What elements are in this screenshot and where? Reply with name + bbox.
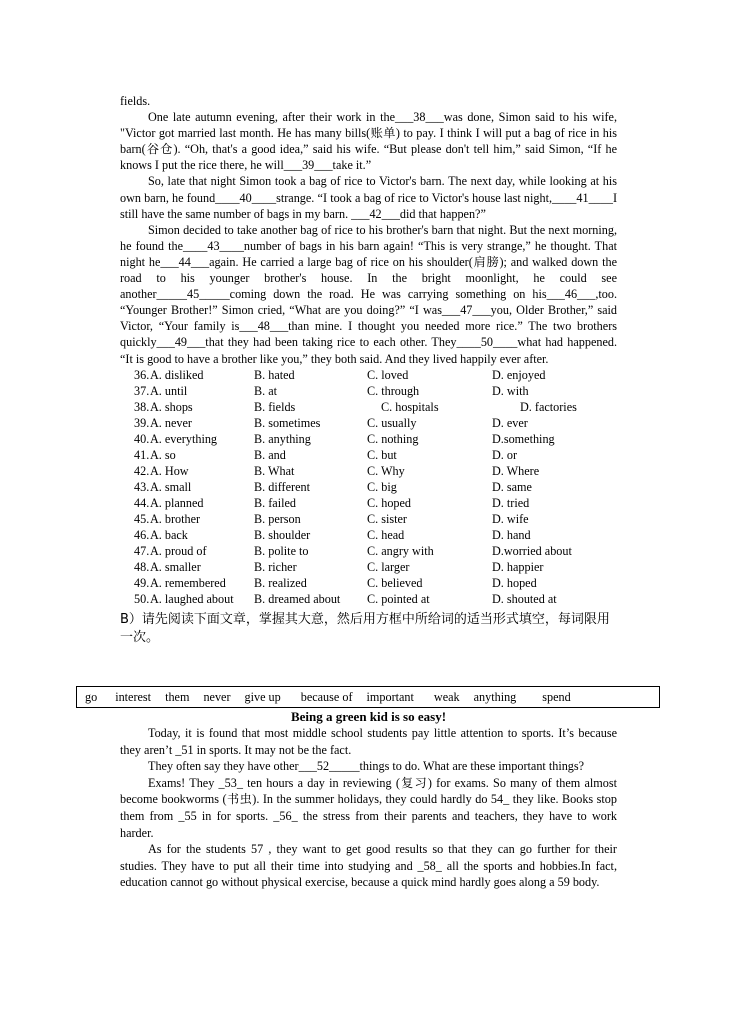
question-number: 40. — [134, 431, 150, 446]
options-table — [120, 367, 617, 607]
word-box-item: interest — [115, 689, 152, 704]
word-box-item: because of — [300, 689, 353, 704]
option-d: D. ever — [492, 415, 528, 430]
section-b-passage — [120, 725, 617, 891]
option-c: C. loved — [367, 367, 409, 382]
option-c: C. hospitals — [381, 399, 439, 414]
question-number: 39. — [134, 415, 150, 430]
option-a: A. disliked — [150, 367, 204, 382]
option-b: B. What — [254, 463, 295, 478]
section-b-instruction: B）请先阅读下面文章，掌握其大意，然后用方框中所给词的适当形式填空，每词限用一次。 — [120, 611, 610, 645]
option-c: C. usually — [367, 415, 417, 430]
option-b: B. shoulder — [254, 527, 311, 542]
option-a: A. never — [150, 415, 192, 430]
option-a: A. laughed about — [150, 591, 234, 606]
option-row — [120, 575, 617, 591]
option-b: B. dreamed about — [254, 591, 341, 606]
section-b-paragraph-3: Exams! They _53_ ten hours a day in reviewing (复习) for exams. So many of them almost become bookworms (书虫). In the summer holidays, they could hardly do 54_ they like. Books stop them from _55 in for sports. _56_ the stress from their parents and teachers, they have to work harder. — [120, 775, 617, 840]
option-d: D. hand — [492, 527, 531, 542]
option-d: D.worried about — [492, 543, 572, 558]
option-c: C. head — [367, 527, 405, 542]
passage-paragraph-2: So, late that night Simon took a bag of rice to Victor's barn. The next day, while looking at his own barn, he found____40____strange. “I took a bag of rice to Victor's house last night,____41____I still have the same number of bags in my barn. ___42___did that happen?” — [120, 174, 617, 221]
passage-paragraph-1: One late autumn evening, after their work in the___38___was done, Simon said to his wife, "Victor got married last month. He has many bills(账单) to pay. I think I will put a bag of rice in his barn(谷仓). “Oh, that's a good idea,” said his wife. “But please don't tell him,” said Simon, “If he knows I put the rice there, he will___39___take it.” — [120, 110, 617, 173]
option-b: B. person — [254, 511, 301, 526]
option-c: C. Why — [367, 463, 405, 478]
option-a: A. remembered — [150, 575, 226, 590]
option-d: D. factories — [520, 399, 577, 414]
question-number: 41. — [134, 447, 150, 462]
question-number: 37. — [134, 383, 150, 398]
question-number: 44. — [134, 495, 150, 510]
word-box-item: important — [366, 689, 414, 704]
word-box-item: them — [165, 689, 190, 704]
question-number: 46. — [134, 527, 150, 542]
question-number: 50. — [134, 591, 150, 606]
option-a: A. proud of — [150, 543, 207, 558]
option-a: A. smaller — [150, 559, 201, 574]
option-d: D. Where — [492, 463, 540, 478]
option-c: C. sister — [367, 511, 407, 526]
option-a: A. until — [150, 383, 188, 398]
option-d: D. hoped — [492, 575, 537, 590]
question-number: 42. — [134, 463, 150, 478]
option-c: C. through — [367, 383, 420, 398]
option-row — [120, 447, 617, 463]
option-row — [120, 399, 617, 415]
option-a: A. shops — [150, 399, 193, 414]
option-b: B. and — [254, 447, 286, 462]
section-b-paragraph-2: They often say they have other___52_____things to do. What are these important things? — [148, 759, 585, 774]
option-row — [120, 383, 617, 399]
question-number: 43. — [134, 479, 150, 494]
option-d: D.something — [492, 431, 555, 446]
question-number: 47. — [134, 543, 150, 558]
option-b: B. at — [254, 383, 278, 398]
option-c: C. believed — [367, 575, 423, 590]
option-row — [120, 431, 617, 447]
option-d: D. with — [492, 383, 529, 398]
word-box — [76, 686, 660, 708]
option-b: B. sometimes — [254, 415, 321, 430]
question-number: 36. — [134, 367, 150, 382]
option-row — [120, 511, 617, 527]
option-c: C. angry with — [367, 543, 434, 558]
option-row — [120, 463, 617, 479]
option-row — [120, 479, 617, 495]
section-b-paragraph-4: As for the students 57 , they want to get good results so that they can go further for their studies. They have to put all their time into studying and _58_ all the sports and hobbies.In fact, education cannot go without physical exercise, because a quick mind hardly goes along a 59 body. — [120, 842, 617, 890]
section-b-title: Being a green kid is so easy! — [290, 709, 447, 724]
option-d: D. enjoyed — [492, 367, 546, 382]
option-b: B. realized — [254, 575, 307, 590]
option-b: B. richer — [254, 559, 297, 574]
section-b-paragraph-1: Today, it is found that most middle school students pay little attention to sports. It’s because they aren’t _51 in sports. It may not be the fact. — [120, 726, 617, 757]
option-d: D. same — [492, 479, 532, 494]
option-row — [120, 495, 617, 511]
question-number: 45. — [134, 511, 150, 526]
option-d: D. tried — [492, 495, 530, 510]
option-c: C. but — [367, 447, 397, 462]
option-d: D. happier — [492, 559, 544, 574]
option-c: C. hoped — [367, 495, 412, 510]
option-d: D. wife — [492, 511, 529, 526]
option-b: B. anything — [254, 431, 311, 446]
option-c: C. nothing — [367, 431, 419, 446]
option-b: B. fields — [254, 399, 296, 414]
option-row — [120, 527, 617, 543]
option-c: C. big — [367, 479, 397, 494]
question-number: 38. — [134, 399, 150, 414]
word-box-item: never — [203, 689, 231, 704]
option-row — [120, 591, 617, 607]
option-row — [120, 559, 617, 575]
word-box-item: spend — [542, 689, 571, 704]
passage-fragment: fields. — [120, 94, 151, 108]
option-b: B. polite to — [254, 543, 309, 558]
option-c: C. pointed at — [367, 591, 430, 606]
option-a: A. so — [150, 447, 176, 462]
passage-paragraph-3: Simon decided to take another bag of rice to his brother's barn that night. But the next morning, he found the____43____number of bags in his barn again! “This is very strange,” he thought. That night he___44___again. He carried a large bag of rice on his shoulder(肩膀); and walked down the road to his younger brother's house. In the bright moonlight, he could see another_____45_____coming down the road. He was carrying something on his___46___,too. “Younger Brother!” Simon cried, “What are you doing?” “I was___47___you, Older Brother,” said Victor, “Your family is___48___than mine. I thought you needed more rice.” The two brothers quickly___49___that they had been taking rice to each other. They____50____what had happened. “It is good to have a brother like you,” they both said. And they lived happily ever after. — [120, 222, 617, 366]
option-a: A. everything — [150, 431, 218, 446]
word-box-item: go — [85, 689, 98, 704]
option-b: B. hated — [254, 367, 295, 382]
cloze-passage — [120, 93, 617, 647]
word-box-item: anything — [473, 689, 517, 704]
option-d: D. shouted at — [492, 591, 557, 606]
option-row — [120, 367, 617, 383]
word-box-item: weak — [433, 689, 460, 704]
option-b: B. different — [254, 479, 310, 494]
option-a: A. brother — [150, 511, 201, 526]
option-d: D. or — [492, 447, 518, 462]
question-number: 48. — [134, 559, 150, 574]
question-number: 49. — [134, 575, 150, 590]
option-a: A. small — [150, 479, 192, 494]
word-box-item: give up — [244, 689, 281, 704]
option-a: A. planned — [150, 495, 204, 510]
option-c: C. larger — [367, 559, 410, 574]
option-row — [120, 543, 617, 559]
option-a: A. back — [150, 527, 188, 542]
option-row — [120, 415, 617, 431]
option-b: B. failed — [254, 495, 296, 510]
option-a: A. How — [150, 463, 189, 478]
